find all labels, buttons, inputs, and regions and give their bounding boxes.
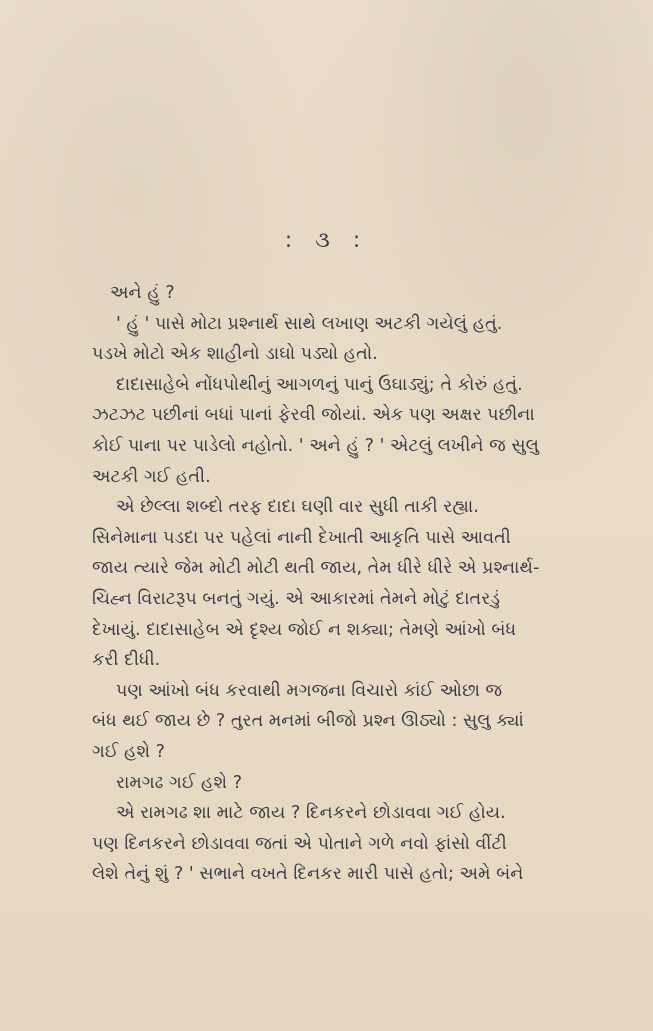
text-line: લેશે તેનું શું ? ' સભાને વખતે દિનકર મારી પાસે હતો; અમે બંને — [92, 864, 524, 885]
text-line: એ રામગઢ શા માટે જાય ? દિનકરને છોડાવવા ગઈ હોય. — [116, 803, 506, 824]
text-line: પણ દિનકરને છોડાવવા જતાં એ પોતાને ગળે નવો ફાંસો વીંટી — [92, 833, 507, 854]
text-line: ગઈ હશે ? — [92, 741, 166, 762]
text-line: દેખાયું. દાદાસાહેબ એ દૃશ્ય જોઈ ન શક્યા; તેમણે આંખો બંધ — [92, 619, 517, 640]
text-line: એ છેલ્લા શબ્દો તરફ દાદા ઘણી વાર સુધી તાકી રહ્યા. — [116, 497, 479, 518]
text-line: અટકી ગઈ હતી. — [92, 466, 211, 487]
text-line: બંધ થઈ જાય છે ? તુરત મનમાં બીજો પ્રશ્ન ઊઠ્યો : સુલુ ક્યાં — [92, 711, 524, 732]
text-line: સિનેમાના પડદા પર પહેલાં નાની દેખાતી આકૃતિ પાસે આવતી — [92, 527, 511, 548]
body-text — [92, 278, 592, 890]
text-line: પણ આંખો બંધ કરવાથી મગજના વિચારો કાંઈ ઓછા જ — [116, 680, 503, 701]
text-line: ઝટઝટ પછીનાં બધાં પાનાં ફેરવી જોયાં. એક પણ અક્ષર પછીના — [92, 405, 535, 426]
text-line: જાય ત્યારે જેમ મોટી મોટી થતી જાય, તેમ ધીરે ધીરે એ પ્રશ્નાર્થ- — [92, 558, 540, 579]
text-line: પડખે મોટો એક શાહીનો ડાઘો પડ્યો હતો. — [92, 344, 378, 365]
chapter-number: : ૩ : — [284, 228, 369, 253]
text-line: કરી દીધી. — [92, 650, 161, 671]
text-line: દાદાસાહેબે નોંધપોથીનું આગળનું પાનું ઉઘાડ્યું; તે કોરું હતું. — [116, 374, 523, 395]
text-line: અને હું ? — [110, 283, 175, 303]
text-line: ' હું ' પાસે મોટા પ્રશ્નાર્થ સાથે લખાણ અટકી ગયેલું હતું. — [116, 313, 503, 334]
text-line: કોઈ પાના પર પાડેલો નહોતો. ' અને હું ? ' એટલું લખીને જ સુલુ — [92, 435, 539, 456]
text-line: રામગઢ ગઈ હશે ? — [116, 772, 243, 793]
text-line: ચિહ્ન વિરાટરૂપ બનતું ગયું. એ આકારમાં તેમને મોટું દાતરડું — [92, 588, 500, 609]
